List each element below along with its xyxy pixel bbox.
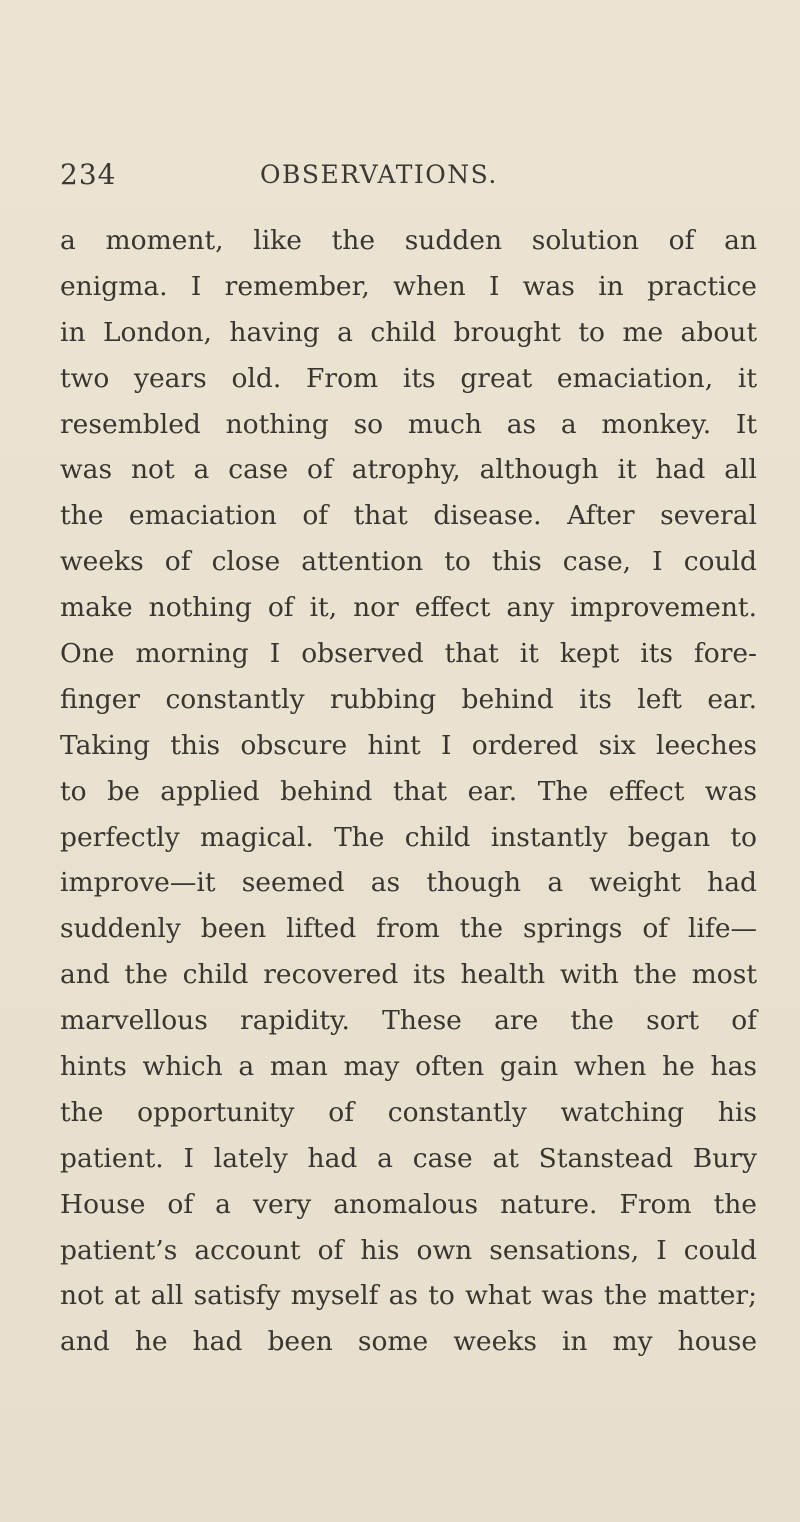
text-line: enigma. I remember, when I was in practice bbox=[60, 270, 757, 302]
text-line: perfectly magical. The child instantly began to bbox=[60, 821, 757, 853]
text-line: a moment, like the sudden solution of an bbox=[60, 225, 757, 256]
text-line: in London, having a child brought to me about bbox=[60, 316, 757, 348]
text-line: was not a case of atrophy, although it had all bbox=[60, 454, 757, 486]
text-line: resembled nothing so much as a monkey. It bbox=[60, 408, 757, 440]
text-line: to be applied behind that ear. The effect was bbox=[60, 775, 757, 807]
running-head: OBSERVATIONS. bbox=[260, 160, 498, 189]
text-line: and he had been some weeks in my house bbox=[60, 1326, 757, 1358]
text-line: suddenly been lifted from the springs of life— bbox=[60, 913, 757, 945]
body-text bbox=[60, 218, 757, 1365]
text-line: Taking this obscure hint I ordered six leeches bbox=[60, 729, 757, 761]
text-line: the emaciation of that disease. After several bbox=[60, 500, 757, 532]
text-line: two years old. From its great emaciation, it bbox=[60, 362, 757, 394]
page-number: 234 bbox=[60, 158, 117, 191]
text-line: hints which a man may often gain when he has bbox=[60, 1051, 757, 1083]
text-line: finger constantly rubbing behind its left ear. bbox=[60, 683, 757, 715]
text-line: make nothing of it, nor effect any improvement. bbox=[60, 592, 757, 624]
text-line: marvellous rapidity. These are the sort of bbox=[60, 1005, 757, 1037]
text-line: weeks of close attention to this case, I could bbox=[60, 546, 757, 578]
text-line: the opportunity of constantly watching his bbox=[60, 1096, 757, 1128]
text-line: patient’s account of his own sensations, I could bbox=[60, 1234, 757, 1266]
text-line: patient. I lately had a case at Stanstead Bury bbox=[60, 1142, 757, 1174]
text-line: and the child recovered its health with the most bbox=[60, 959, 757, 991]
text-line: House of a very anomalous nature. From the bbox=[60, 1188, 757, 1220]
text-line: not at all satisfy myself as to what was the matter; bbox=[60, 1280, 757, 1312]
page-header bbox=[60, 158, 760, 198]
text-line: One morning I observed that it kept its fore- bbox=[60, 638, 757, 670]
text-line: improve—it seemed as though a weight had bbox=[60, 867, 757, 899]
